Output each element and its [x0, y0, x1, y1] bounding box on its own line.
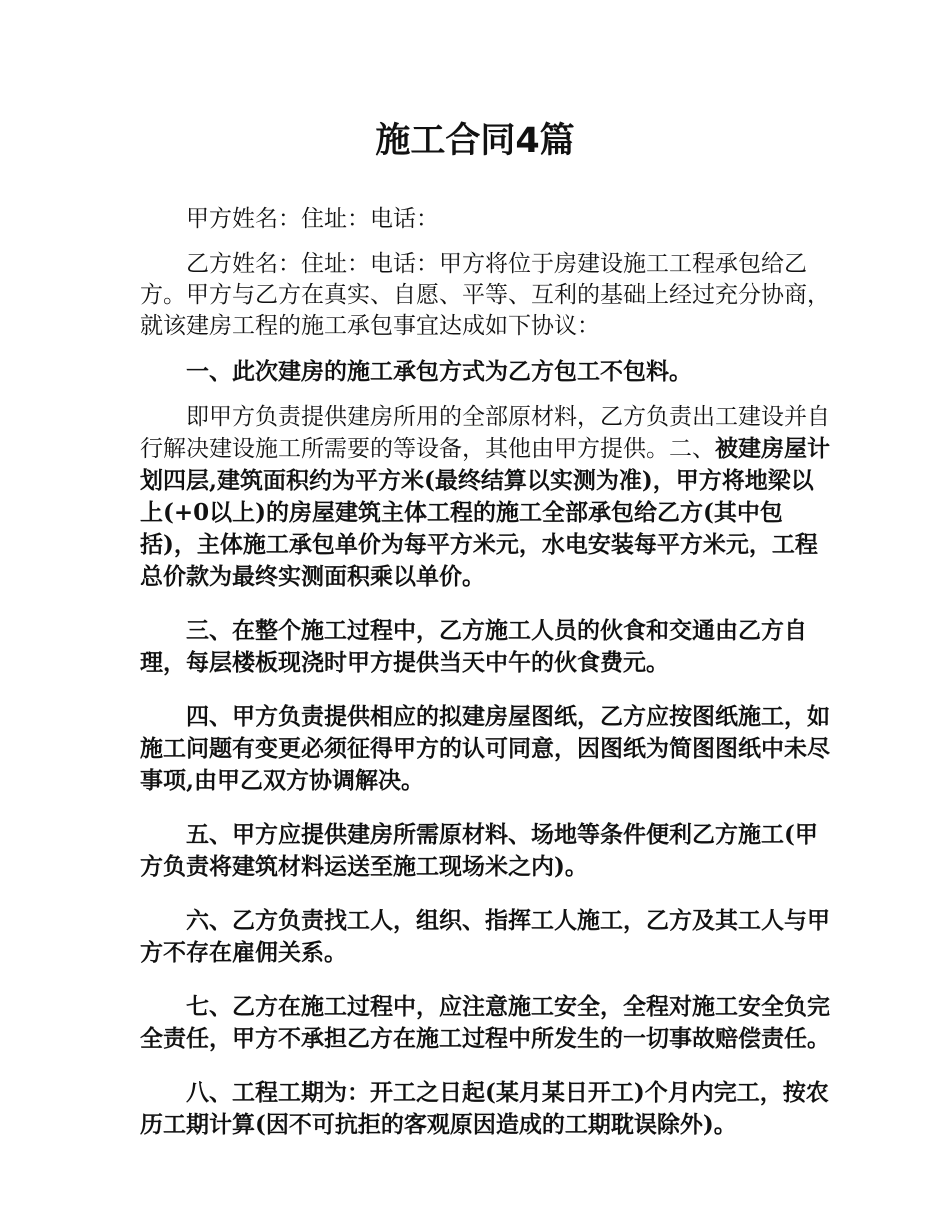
document-title: 施工合同4篇	[375, 121, 575, 161]
paragraph-bold-text: 三、在整个施工过程中，乙方施工人员的伙食和交通由乙方自理，每层楼板现浇时甲方提供当天中午的伙食费元。	[140, 617, 807, 676]
paragraph-text: 即甲方负责提供建房所用的全部原材料，乙方负责出工建设并自行解决建设施工所需要的等设备，其他由甲方提供。二、	[140, 404, 830, 462]
paragraph-bold-text: 八、工程工期为：开工之日起(某月某日开工)个月内完工，按农历工期计算(因不可抗拒的客观原因造成的工期耽误除外)。	[140, 1079, 829, 1138]
paragraph-text: 甲方姓名：住址：电话：	[186, 206, 439, 232]
paragraph-party-a	[140, 204, 830, 235]
clause-3	[140, 615, 830, 679]
paragraph-bold-text: 一、此次建房的施工承包方式为乙方包工不包料。	[186, 358, 692, 385]
clause-5	[140, 819, 830, 883]
paragraph-party-b	[140, 249, 830, 342]
clause-7	[140, 991, 830, 1055]
paragraph-bold-text: 七、乙方在施工过程中，应注意施工安全，全程对施工安全负完全责任，甲方不承担乙方在施工过程中所发生的一切事故赔偿责任。	[140, 993, 830, 1052]
paragraph-text: 乙方姓名：住址：电话：甲方将位于房建设施工工程承包给乙方。甲方与乙方在真实、自愿、平等、互利的基础上经过充分协商，就该建房工程的施工承包事宜达成如下协议：	[140, 251, 830, 339]
document-body	[140, 204, 830, 1155]
clause-8	[140, 1077, 830, 1141]
paragraph-bold-text: 五、甲方应提供建房所需原材料、场地等条件便利乙方施工(甲方负责将建筑材料运送至施工现场米之内)。	[140, 821, 818, 880]
clause-1	[140, 356, 830, 388]
clause-6	[140, 905, 830, 969]
paragraph-bold-text: 四、甲方负责提供相应的拟建房屋图纸，乙方应按图纸施工，如施工问题有变更必须征得甲方的认可同意，因图纸为简图图纸中未尽事项,由甲乙双方协调解决。	[140, 703, 830, 794]
paragraph-bold-text: 被建房屋计划四层,建筑面积约为平方米(最终结算以实测为准)，甲方将地梁以上(+0以上)的房屋建筑主体工程的施工全部承包给乙方(其中包括)，主体施工承包单价为每平方米元，水电安装每平方米元，工程总价款为最终实测面积乘以单价。	[140, 435, 830, 590]
paragraph-bold-text: 六、乙方负责找工人，组织、指挥工人施工，乙方及其工人与甲方不存在雇佣关系。	[140, 907, 830, 966]
clause-1-detail-and-clause-2	[140, 402, 830, 593]
clause-4	[140, 701, 830, 797]
